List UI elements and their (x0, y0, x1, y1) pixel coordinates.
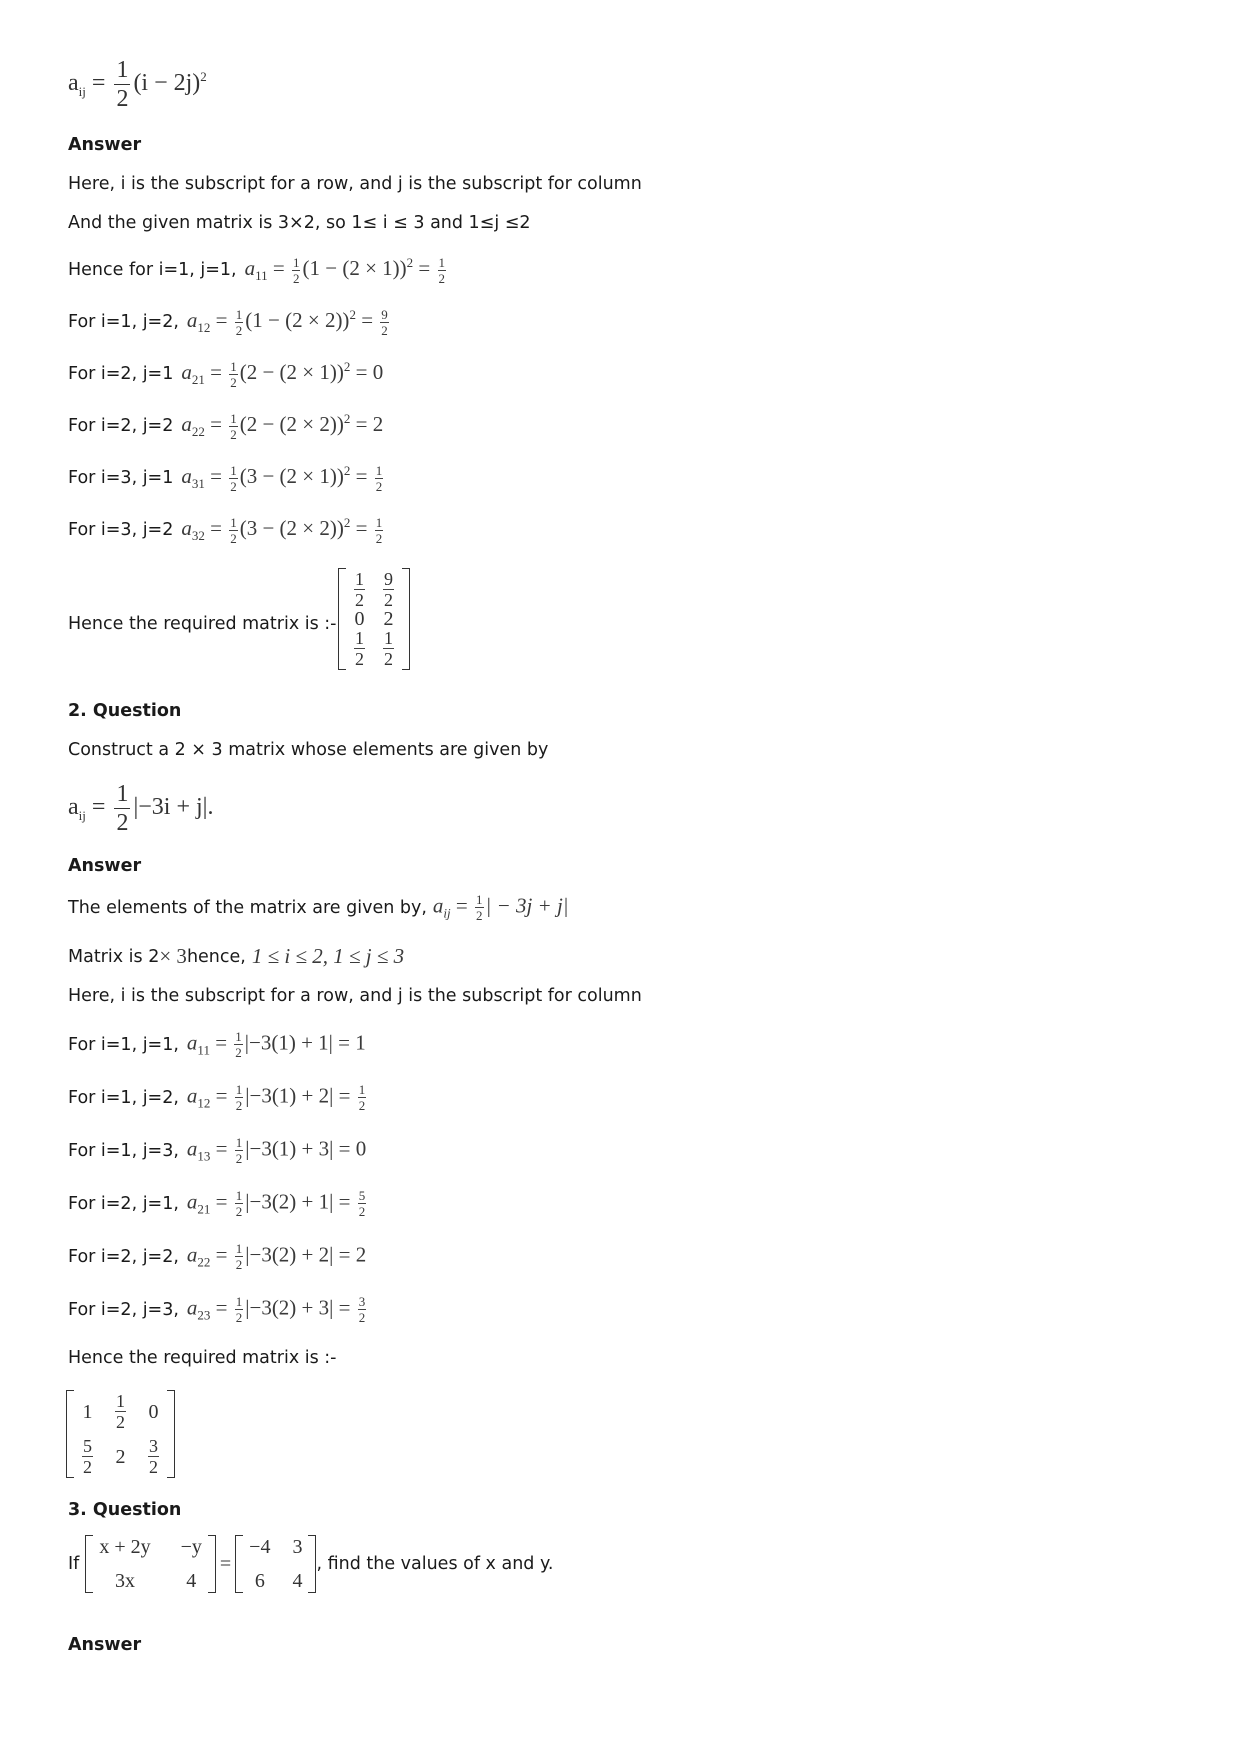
half-fraction (234, 1030, 243, 1059)
element-symbol: a (186, 1189, 198, 1214)
right-bracket (208, 1535, 216, 1593)
square-exponent: 2 (343, 411, 351, 426)
denominator: 2 (116, 86, 129, 112)
q2-subscript-line: Here, i is the subscript for a row, and j is the subscript for column (68, 986, 642, 1006)
step-line (68, 1295, 368, 1324)
step-equation: $a_{32}$ = $\frac{1}{2}$ $(3 - (2 \times 2))^2$ = $\frac{1}{2}$ (181, 514, 383, 546)
right-bracket (308, 1535, 316, 1593)
denominator: 2 (235, 1045, 242, 1060)
numerator: 1 (230, 462, 237, 478)
denominator: 2 (230, 478, 237, 494)
matrix-cell: 1 (82, 1400, 93, 1423)
element-subscript: 22 (197, 1254, 211, 1270)
q3-prefix: If (68, 1554, 80, 1574)
step-line (68, 411, 383, 441)
denominator: 2 (230, 374, 237, 390)
step-inner: |−3(2) + 3| (245, 1295, 334, 1320)
step-prefix: For i=2, j=2 (68, 415, 174, 436)
cell-fraction (383, 570, 394, 609)
matrix-cell: 6 (254, 1570, 265, 1592)
denominator: 2 (292, 270, 300, 286)
right-bracket (167, 1390, 175, 1478)
half-fraction (235, 308, 244, 337)
cell-fraction (148, 1437, 159, 1476)
numerator: 1 (358, 1082, 366, 1097)
q3-heading: 3. Question (68, 1500, 182, 1520)
denominator: 2 (235, 1204, 243, 1219)
element-subscript: 32 (191, 528, 205, 544)
denominator: 2 (375, 478, 383, 494)
q1-formula: $a_{ij}$ = $\frac{1}{2}$ $(i - 2j)^2$ (68, 57, 207, 112)
element-symbol: a (181, 360, 192, 384)
matrix-cell: 3x (114, 1570, 135, 1592)
denominator: 2 (358, 1204, 366, 1219)
formula-body: (i − 2j) (133, 70, 201, 97)
square-exponent: 2 (406, 255, 414, 270)
formula-power: 2 (200, 69, 207, 85)
denominator: 2 (230, 426, 237, 442)
numerator: 1 (476, 892, 483, 907)
denominator: 2 (358, 1098, 366, 1113)
square-exponent: 2 (349, 307, 356, 322)
step-inner: (3 − (2 × 2)) (239, 516, 344, 540)
denominator: 2 (384, 590, 393, 610)
matrix-cell: 2 (115, 1445, 126, 1468)
element-symbol: a (186, 1136, 198, 1161)
denominator: 2 (355, 590, 364, 610)
cell-fraction (354, 570, 365, 609)
step-line (68, 307, 391, 337)
cell-fraction (115, 1392, 126, 1431)
denominator: 2 (384, 649, 393, 669)
q1-conclusion: Hence the required matrix is :- (68, 614, 337, 634)
element-symbol: a (186, 308, 198, 332)
matrix-cell: 0 (148, 1400, 159, 1423)
step-inner: |−3(1) + 1| (244, 1030, 333, 1055)
step-equation: $a_{21}$ = $\frac{1}{2}$ $(2 - (2 \times 1))^2 = 0$ (181, 358, 384, 390)
numerator: 1 (438, 254, 445, 270)
numerator: 1 (116, 1391, 125, 1411)
matrix-cell (381, 570, 396, 609)
step-equation: $a_{12}$ = $\frac{1}{2}$ $(1 - (2 \times 2))^2$ = $\frac{9}{2}$ (186, 306, 388, 338)
step-equation: $a_{12}$ = $\frac{1}{2}$ |−3(1) + 2| = $\frac{1}{2}$ (186, 1082, 366, 1113)
step-line (68, 359, 383, 389)
element-symbol: a (181, 516, 192, 540)
element-symbol: a (186, 1030, 198, 1055)
result-value: 0 (355, 1136, 367, 1161)
q1-intro-line-2: And the given matrix is 3×2, so 1≤ i ≤ 3 and 1≤j ≤2 (68, 213, 531, 233)
step-equation: $a_{11}$ = $\frac{1}{2}$ |−3(1) + 1| = 1 (186, 1029, 366, 1060)
half-fraction (235, 1295, 244, 1324)
element-subscript: 11 (255, 268, 268, 284)
left-bracket (235, 1535, 243, 1593)
step-inner: |−3(2) + 1| (245, 1189, 334, 1214)
matrix-cell: 2 (383, 608, 394, 630)
square-exponent: 2 (343, 515, 351, 530)
formula-lhs-sub: ij (78, 83, 86, 99)
cell-fraction (82, 1437, 93, 1476)
step-equation: $a_{11}$ = $\frac{1}{2}$ $(1 - (2 \times 1))^2$ = $\frac{1}{2}$ (244, 254, 445, 286)
q2-heading: 2. Question (68, 701, 182, 721)
half-fraction (292, 256, 301, 285)
denominator: 2 (375, 530, 383, 546)
denominator: 2 (235, 1257, 243, 1272)
right-bracket (402, 568, 410, 670)
q2-formula: $a_{ij}$ = $\frac{1}{2}$ |−3i + j|. (68, 781, 214, 836)
step-inner: (2 − (2 × 1)) (239, 360, 344, 384)
given-formula: $a_{ij}$ = $\frac{1}{2}$ | − 3j + j| (432, 892, 569, 923)
q2-conclusion: Hence the required matrix is :- (68, 1348, 337, 1368)
step-equation: $a_{31}$ = $\frac{1}{2}$ $(3 - (2 \times 1))^2$ = $\frac{1}{2}$ (181, 462, 383, 494)
formula-lhs: a (68, 70, 79, 97)
element-subscript: 13 (197, 1148, 211, 1164)
step-line (68, 1030, 366, 1059)
size-prefix: Matrix is 2 (68, 946, 160, 967)
step-equation: $a_{22}$ = $\frac{1}{2}$ |−3(2) + 2| = 2 (186, 1241, 367, 1272)
formula-lhs-sub: ij (443, 905, 451, 921)
numerator: 1 (292, 254, 300, 270)
formula-body: | − 3j + j| (485, 893, 569, 918)
result-fraction (358, 1083, 367, 1112)
numerator: 5 (83, 1436, 92, 1456)
half-fraction (229, 360, 238, 389)
element-subscript: 23 (197, 1307, 211, 1323)
q1-intro-line-1: Here, i is the subscript for a row, and j is the subscript for column (68, 174, 642, 194)
q3-lhs-matrix (85, 1535, 216, 1593)
half-fraction (229, 516, 238, 545)
numerator: 1 (235, 1082, 243, 1097)
matrix-cell: x + 2y (99, 1536, 151, 1558)
result-fraction (375, 516, 384, 545)
denominator: 2 (230, 530, 237, 546)
step-prefix: For i=1, j=2, (68, 1087, 179, 1108)
element-symbol: a (181, 464, 192, 488)
numerator: 1 (230, 358, 237, 374)
step-prefix: Hence for i=1, j=1, (68, 259, 237, 280)
denominator: 2 (235, 322, 243, 338)
step-line (68, 463, 385, 493)
denominator: 2 (149, 1457, 158, 1477)
left-bracket (338, 568, 346, 670)
step-prefix: For i=3, j=1 (68, 467, 174, 488)
step-line (68, 255, 448, 285)
element-subscript: 22 (191, 424, 205, 440)
denominator: 2 (355, 649, 364, 669)
step-inner: |−3(1) + 2| (245, 1083, 334, 1108)
formula-lhs: a (68, 794, 79, 821)
half-fraction (229, 412, 238, 441)
result-value: 0 (372, 360, 384, 384)
matrix-cell (381, 629, 396, 668)
element-subscript: 21 (191, 372, 205, 388)
step-inner: (1 − (2 × 2)) (245, 308, 350, 332)
step-prefix: For i=1, j=3, (68, 1140, 179, 1161)
denominator: 2 (235, 1098, 243, 1113)
step-inner: |−3(2) + 2| (245, 1242, 334, 1267)
denominator: 2 (476, 908, 483, 923)
element-subscript: 21 (197, 1201, 211, 1217)
step-prefix: For i=3, j=2 (68, 519, 174, 540)
square-exponent: 2 (343, 463, 351, 478)
numerator: 5 (358, 1188, 366, 1203)
q3-rhs-matrix (235, 1535, 316, 1593)
numerator: 9 (384, 569, 393, 589)
matrix-cell: −4 (249, 1536, 271, 1558)
step-line (68, 1189, 368, 1218)
numerator: 1 (355, 628, 364, 648)
q3-prompt (68, 1535, 553, 1593)
step-line (68, 1242, 366, 1271)
result-fraction (358, 1189, 367, 1218)
numerator: 1 (116, 57, 129, 83)
numerator: 1 (375, 514, 383, 530)
numerator: 1 (235, 1188, 243, 1203)
element-symbol: a (181, 412, 192, 436)
matrix-cell (113, 1392, 128, 1431)
size-mid: hence, (186, 946, 246, 967)
element-symbol: a (186, 1083, 198, 1108)
step-prefix: For i=2, j=1 (68, 363, 174, 384)
numerator: 3 (149, 1436, 158, 1456)
step-equation: $a_{13}$ = $\frac{1}{2}$ |−3(1) + 3| = 0 (186, 1135, 367, 1166)
numerator: 1 (235, 306, 243, 322)
matrix-cell (352, 570, 367, 609)
step-line (68, 1136, 366, 1165)
denominator: 2 (358, 1310, 366, 1325)
result-fraction (438, 256, 447, 285)
matrix-cell: −y (180, 1536, 202, 1558)
left-bracket (85, 1535, 93, 1593)
step-prefix: For i=2, j=2, (68, 1246, 179, 1267)
q3-suffix: , find the values of x and y. (316, 1554, 554, 1574)
step-equation: $a_{21}$ = $\frac{1}{2}$ |−3(2) + 1| = $\frac{5}{2}$ (186, 1188, 366, 1219)
matrix-cell: 4 (292, 1570, 303, 1592)
half-fraction (235, 1189, 244, 1218)
step-inner: (2 − (2 × 2)) (239, 412, 344, 436)
numerator: 1 (116, 781, 129, 807)
element-symbol: a (244, 256, 256, 280)
result-fraction (358, 1295, 367, 1324)
numerator: 1 (235, 1241, 243, 1256)
formula-body: |−3i + j|. (133, 794, 214, 821)
q3-answer-label: Answer (68, 1635, 142, 1655)
result-value: 2 (355, 1242, 367, 1267)
step-line (68, 515, 385, 545)
result-value: 2 (372, 412, 384, 436)
numerator: 1 (235, 1135, 243, 1150)
size-times: × 3 (159, 944, 187, 968)
q2-size-line (68, 944, 404, 969)
numerator: 1 (355, 569, 364, 589)
step-prefix: For i=2, j=1, (68, 1193, 179, 1214)
numerator: 1 (375, 462, 383, 478)
half-fraction (229, 464, 238, 493)
equals-sign: = (219, 1553, 232, 1575)
formula-fraction (114, 782, 130, 835)
step-prefix: For i=1, j=1, (68, 1034, 179, 1055)
denominator: 2 (116, 1412, 125, 1432)
q2-given-line (68, 893, 569, 922)
size-range: 1 ≤ i ≤ 2, 1 ≤ j ≤ 3 (251, 944, 405, 968)
q1-answer-label: Answer (68, 135, 142, 155)
half-fraction (235, 1136, 244, 1165)
result-value: 1 (355, 1030, 366, 1055)
denominator: 2 (235, 1310, 243, 1325)
element-subscript: 11 (197, 1042, 210, 1058)
element-symbol: a (186, 1295, 198, 1320)
denominator: 2 (116, 810, 129, 836)
numerator: 1 (230, 514, 237, 530)
q2-prompt: Construct a 2 × 3 matrix whose elements are given by (68, 740, 549, 760)
cell-fraction (354, 629, 365, 668)
numerator: 9 (381, 306, 388, 322)
formula-lhs: a (432, 893, 444, 918)
formula-fraction (114, 58, 130, 111)
fraction (475, 893, 484, 922)
half-fraction (235, 1242, 244, 1271)
matrix-cell: 0 (354, 608, 365, 630)
matrix-cell (352, 629, 367, 668)
given-prefix: The elements of the matrix are given by, (68, 897, 427, 918)
step-equation: $a_{23}$ = $\frac{1}{2}$ |−3(2) + 3| = $\frac{3}{2}$ (186, 1294, 366, 1325)
element-subscript: 12 (197, 320, 211, 336)
matrix-cell: 4 (186, 1570, 197, 1592)
step-inner: (1 − (2 × 1)) (302, 256, 407, 280)
element-subscript: 31 (191, 476, 205, 492)
square-exponent: 2 (343, 359, 351, 374)
step-inner: |−3(1) + 3| (245, 1136, 334, 1161)
step-inner: (3 − (2 × 1)) (239, 464, 344, 488)
matrix-cell (80, 1437, 95, 1476)
q2-result-matrix (66, 1390, 175, 1478)
matrix-cell (146, 1437, 161, 1476)
q2-answer-label: Answer (68, 856, 142, 876)
numerator: 3 (358, 1294, 366, 1309)
q1-result-matrix (338, 568, 410, 670)
numerator: 1 (235, 1294, 243, 1309)
denominator: 2 (381, 322, 388, 338)
numerator: 1 (235, 1029, 242, 1044)
formula-lhs-sub: ij (78, 807, 86, 823)
denominator: 2 (83, 1457, 92, 1477)
denominator: 2 (438, 270, 445, 286)
matrix-cell: 3 (292, 1536, 303, 1558)
cell-fraction (383, 629, 394, 668)
numerator: 1 (230, 410, 237, 426)
step-prefix: For i=2, j=3, (68, 1299, 179, 1320)
result-fraction (380, 308, 389, 337)
denominator: 2 (235, 1151, 243, 1166)
numerator: 1 (384, 628, 393, 648)
step-prefix: For i=1, j=2, (68, 311, 179, 332)
half-fraction (235, 1083, 244, 1112)
left-bracket (66, 1390, 74, 1478)
step-equation: $a_{22}$ = $\frac{1}{2}$ $(2 - (2 \times 2))^2 = 2$ (181, 410, 384, 442)
result-fraction (375, 464, 384, 493)
step-line (68, 1083, 368, 1112)
element-symbol: a (186, 1242, 198, 1267)
element-subscript: 12 (197, 1095, 211, 1111)
